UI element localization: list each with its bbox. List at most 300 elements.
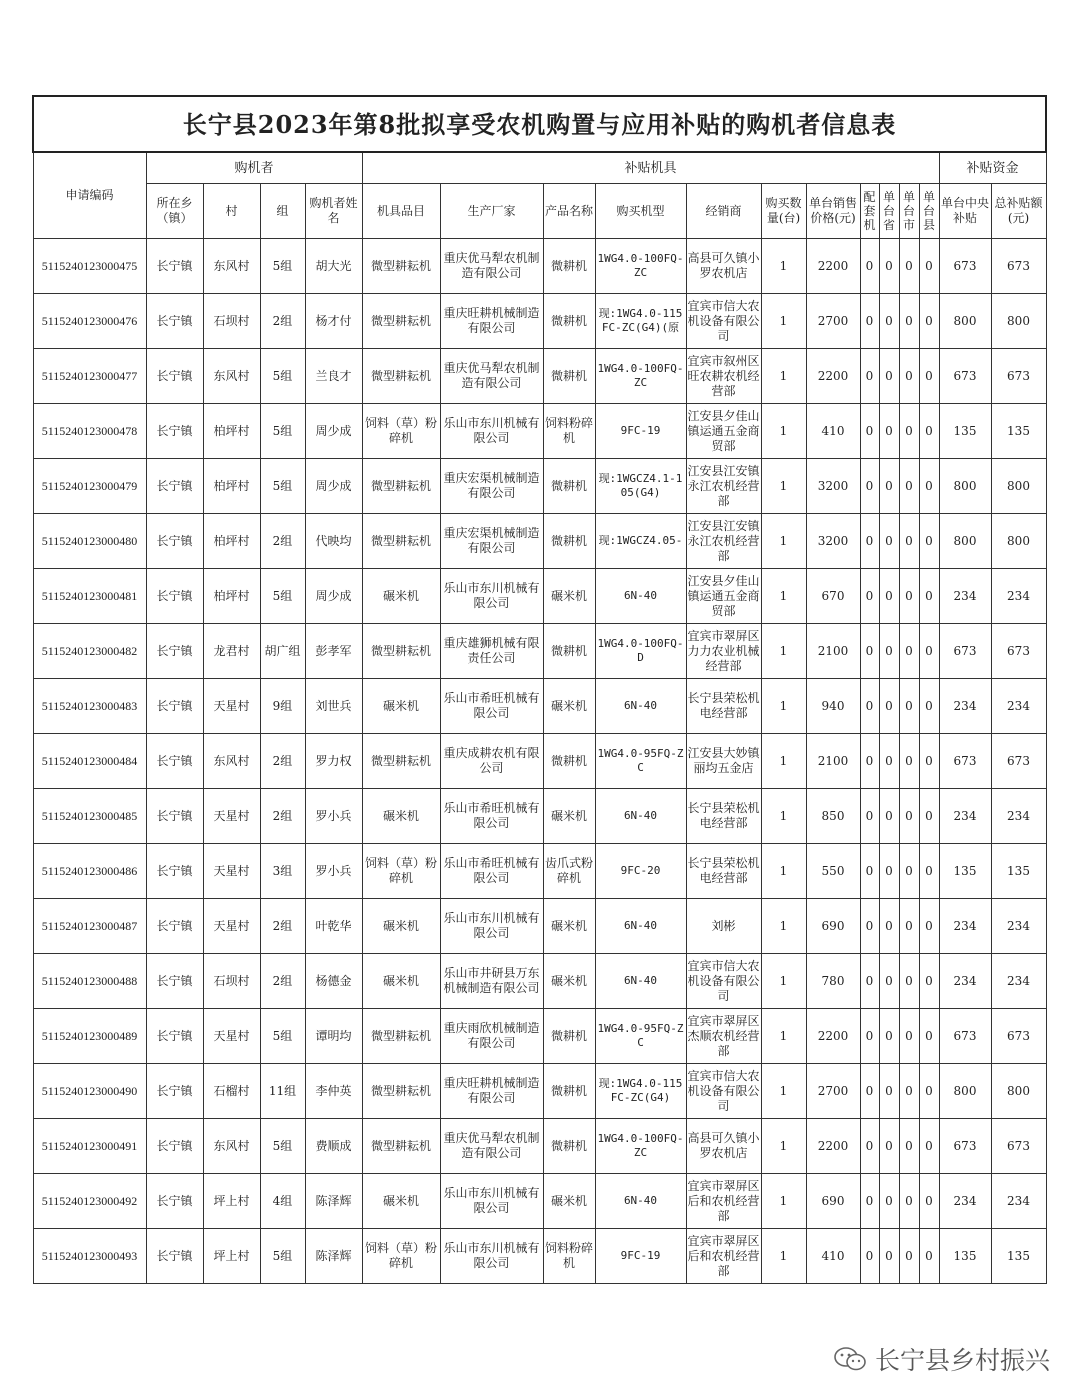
- table-row: [33, 1174, 1046, 1229]
- cell-team: 5组: [260, 239, 305, 294]
- cell-price: 2100: [806, 734, 860, 789]
- header-qty: 购买数量(台): [761, 184, 806, 239]
- cell-maker: 重庆宏渠机械制造有限公司: [440, 459, 543, 514]
- model-text: 1WG4.0-100FQ-ZC: [597, 1132, 684, 1159]
- cell-kit: 0: [860, 1064, 879, 1119]
- header-central: 单台中央补贴: [939, 184, 991, 239]
- cell-total: 673: [991, 1009, 1046, 1064]
- cell-kit: 0: [860, 1009, 879, 1064]
- cell-app-code: 5115240123000486: [33, 844, 146, 899]
- cell-kit: 0: [860, 294, 879, 349]
- cell-model: [595, 569, 686, 624]
- table-row: [33, 789, 1046, 844]
- cell-qty: 1: [761, 734, 806, 789]
- cell-city: 0: [899, 459, 919, 514]
- cell-qty: 1: [761, 294, 806, 349]
- cell-village: 天星村: [203, 789, 260, 844]
- model-text: 6N-40: [623, 1194, 658, 1207]
- table-row: [33, 1119, 1046, 1174]
- cell-team: 9组: [260, 679, 305, 734]
- cell-model: [595, 679, 686, 734]
- cell-team: 3组: [260, 844, 305, 899]
- cell-village: 龙君村: [203, 624, 260, 679]
- cell-price: 2200: [806, 239, 860, 294]
- cell-app-code: 5115240123000484: [33, 734, 146, 789]
- cell-central: 135: [939, 844, 991, 899]
- cell-app-code: 5115240123000481: [33, 569, 146, 624]
- cell-app-code: 5115240123000490: [33, 1064, 146, 1119]
- cell-price: 550: [806, 844, 860, 899]
- cell-dealer: 长宁县荣松机电经营部: [686, 679, 761, 734]
- model-text: 1WG4.0-100FQ-ZC: [597, 252, 684, 279]
- cell-item: 碾米机: [362, 899, 440, 954]
- cell-county: 0: [919, 734, 939, 789]
- cell-town: 长宁镇: [146, 239, 203, 294]
- header-app-code: 申请编码: [33, 152, 146, 239]
- cell-city: 0: [899, 734, 919, 789]
- cell-model: [595, 624, 686, 679]
- cell-dealer: 江安县夕佳山镇运通五金商贸部: [686, 404, 761, 459]
- cell-central: 234: [939, 1174, 991, 1229]
- cell-buyer-name: 罗小兵: [305, 844, 362, 899]
- cell-town: 长宁镇: [146, 1229, 203, 1284]
- cell-model: [595, 1174, 686, 1229]
- cell-model: [595, 789, 686, 844]
- cell-prov: 0: [879, 954, 899, 1009]
- cell-app-code: 5115240123000485: [33, 789, 146, 844]
- cell-county: 0: [919, 1009, 939, 1064]
- cell-county: 0: [919, 404, 939, 459]
- cell-qty: 1: [761, 239, 806, 294]
- cell-kit: 0: [860, 569, 879, 624]
- cell-prov: 0: [879, 844, 899, 899]
- header-group-machine: 补贴机具: [362, 152, 939, 184]
- cell-buyer-name: 陈泽辉: [305, 1174, 362, 1229]
- cell-model: [595, 459, 686, 514]
- cell-total: 800: [991, 459, 1046, 514]
- cell-county: 0: [919, 1229, 939, 1284]
- cell-team: 2组: [260, 899, 305, 954]
- cell-item: 碾米机: [362, 954, 440, 1009]
- cell-total: 673: [991, 239, 1046, 294]
- cell-item: 微型耕耘机: [362, 294, 440, 349]
- header-price: 单台销售价格(元): [806, 184, 860, 239]
- cell-app-code: 5115240123000488: [33, 954, 146, 1009]
- cell-kit: 0: [860, 954, 879, 1009]
- cell-central: 234: [939, 569, 991, 624]
- cell-kit: 0: [860, 679, 879, 734]
- cell-maker: 乐山市东川机械有限公司: [440, 404, 543, 459]
- header-dealer: 经销商: [686, 184, 761, 239]
- cell-village: 东风村: [203, 734, 260, 789]
- cell-total: 673: [991, 624, 1046, 679]
- cell-prov: 0: [879, 1119, 899, 1174]
- cell-city: 0: [899, 624, 919, 679]
- cell-maker: 乐山市希旺机械有限公司: [440, 844, 543, 899]
- cell-buyer-name: 周少成: [305, 569, 362, 624]
- cell-dealer: 宜宾市翠屏区力力农业机械经营部: [686, 624, 761, 679]
- table-row: [33, 569, 1046, 624]
- cell-item: 微型耕耘机: [362, 1009, 440, 1064]
- cell-kit: 0: [860, 404, 879, 459]
- cell-product: 碾米机: [543, 899, 595, 954]
- model-text: 9FC-20: [620, 864, 661, 877]
- cell-total: 234: [991, 899, 1046, 954]
- cell-kit: 0: [860, 1229, 879, 1284]
- cell-item: 微型耕耘机: [362, 514, 440, 569]
- cell-central: 673: [939, 349, 991, 404]
- cell-kit: 0: [860, 734, 879, 789]
- cell-county: 0: [919, 1064, 939, 1119]
- cell-buyer-name: 彭孝军: [305, 624, 362, 679]
- cell-dealer: 高县可久镇小罗农机店: [686, 239, 761, 294]
- header-model: 购买机型: [595, 184, 686, 239]
- cell-county: 0: [919, 294, 939, 349]
- cell-village: 东风村: [203, 349, 260, 404]
- header-kit: 配套机: [860, 184, 879, 239]
- model-text: 6N-40: [623, 919, 658, 932]
- account-name: 长宁县乡村振兴: [874, 1346, 1050, 1375]
- cell-maker: 重庆优马犁农机制造有限公司: [440, 349, 543, 404]
- cell-app-code: 5115240123000478: [33, 404, 146, 459]
- cell-dealer: 高县可久镇小罗农机店: [686, 1119, 761, 1174]
- cell-price: 850: [806, 789, 860, 844]
- cell-town: 长宁镇: [146, 844, 203, 899]
- cell-product: 碾米机: [543, 679, 595, 734]
- model-text: 现:1WG4.0-115FC-ZC(G4)(原: [598, 307, 683, 334]
- cell-central: 673: [939, 1009, 991, 1064]
- cell-buyer-name: 费顺成: [305, 1119, 362, 1174]
- cell-buyer-name: 胡大光: [305, 239, 362, 294]
- cell-item: 碾米机: [362, 679, 440, 734]
- cell-product: 碾米机: [543, 789, 595, 844]
- cell-central: 135: [939, 1229, 991, 1284]
- account-watermark: [833, 1341, 1050, 1377]
- cell-qty: 1: [761, 844, 806, 899]
- cell-prov: 0: [879, 624, 899, 679]
- cell-app-code: 5115240123000477: [33, 349, 146, 404]
- header-group-buyer: 购机者: [146, 152, 362, 184]
- cell-kit: 0: [860, 239, 879, 294]
- header-product: 产品名称: [543, 184, 595, 239]
- cell-model: [595, 349, 686, 404]
- cell-central: 800: [939, 1064, 991, 1119]
- cell-dealer: 江安县江安镇永江农机经营部: [686, 514, 761, 569]
- cell-qty: 1: [761, 789, 806, 844]
- cell-prov: 0: [879, 1009, 899, 1064]
- cell-product: 微耕机: [543, 1009, 595, 1064]
- table-row: [33, 679, 1046, 734]
- cell-city: 0: [899, 899, 919, 954]
- model-text: 6N-40: [623, 699, 658, 712]
- cell-buyer-name: 罗力权: [305, 734, 362, 789]
- cell-prov: 0: [879, 789, 899, 844]
- header-item: 机具品目: [362, 184, 440, 239]
- cell-maker: 重庆旺耕机械制造有限公司: [440, 1064, 543, 1119]
- table-row: [33, 404, 1046, 459]
- cell-qty: 1: [761, 459, 806, 514]
- cell-price: 690: [806, 1174, 860, 1229]
- cell-maker: 乐山市东川机械有限公司: [440, 1174, 543, 1229]
- model-text: 6N-40: [623, 809, 658, 822]
- cell-qty: 1: [761, 514, 806, 569]
- cell-product: 微耕机: [543, 734, 595, 789]
- cell-model: [595, 1009, 686, 1064]
- cell-prov: 0: [879, 239, 899, 294]
- cell-maker: 乐山市希旺机械有限公司: [440, 789, 543, 844]
- table-row: [33, 349, 1046, 404]
- cell-town: 长宁镇: [146, 734, 203, 789]
- header-total: 总补贴额(元): [991, 184, 1046, 239]
- cell-product: 碾米机: [543, 1174, 595, 1229]
- cell-qty: 1: [761, 954, 806, 1009]
- cell-qty: 1: [761, 1174, 806, 1229]
- cell-team: 4组: [260, 1174, 305, 1229]
- cell-app-code: 5115240123000480: [33, 514, 146, 569]
- cell-total: 234: [991, 789, 1046, 844]
- cell-prov: 0: [879, 349, 899, 404]
- cell-model: [595, 1119, 686, 1174]
- cell-prov: 0: [879, 294, 899, 349]
- cell-town: 长宁镇: [146, 459, 203, 514]
- cell-county: 0: [919, 239, 939, 294]
- cell-team: 2组: [260, 294, 305, 349]
- cell-item: 碾米机: [362, 1174, 440, 1229]
- cell-team: 2组: [260, 734, 305, 789]
- cell-central: 800: [939, 514, 991, 569]
- cell-price: 2700: [806, 1064, 860, 1119]
- cell-maker: 乐山市希旺机械有限公司: [440, 679, 543, 734]
- cell-maker: 重庆成耕农机有限公司: [440, 734, 543, 789]
- cell-app-code: 5115240123000491: [33, 1119, 146, 1174]
- cell-buyer-name: 叶乾华: [305, 899, 362, 954]
- cell-town: 长宁镇: [146, 404, 203, 459]
- cell-price: 2200: [806, 1009, 860, 1064]
- cell-total: 673: [991, 1119, 1046, 1174]
- table-row: [33, 459, 1046, 514]
- cell-app-code: 5115240123000487: [33, 899, 146, 954]
- cell-kit: 0: [860, 624, 879, 679]
- subsidy-info-sheet: [32, 95, 1045, 1284]
- cell-central: 800: [939, 294, 991, 349]
- cell-prov: 0: [879, 459, 899, 514]
- cell-model: [595, 1229, 686, 1284]
- cell-central: 673: [939, 624, 991, 679]
- cell-prov: 0: [879, 404, 899, 459]
- cell-central: 800: [939, 459, 991, 514]
- header-county: 单台县: [919, 184, 939, 239]
- cell-price: 690: [806, 899, 860, 954]
- cell-buyer-name: 陈泽辉: [305, 1229, 362, 1284]
- cell-town: 长宁镇: [146, 679, 203, 734]
- cell-dealer: 宜宾市叙州区旺农耕农机经营部: [686, 349, 761, 404]
- cell-price: 2700: [806, 294, 860, 349]
- cell-qty: 1: [761, 1229, 806, 1284]
- cell-price: 2100: [806, 624, 860, 679]
- cell-city: 0: [899, 1174, 919, 1229]
- header-team: 组: [260, 184, 305, 239]
- cell-price: 2200: [806, 1119, 860, 1174]
- header-group-funds: 补贴资金: [939, 152, 1046, 184]
- table-row: [33, 844, 1046, 899]
- cell-item: 碾米机: [362, 789, 440, 844]
- cell-product: 微耕机: [543, 1064, 595, 1119]
- cell-county: 0: [919, 569, 939, 624]
- cell-team: 5组: [260, 459, 305, 514]
- cell-kit: 0: [860, 514, 879, 569]
- cell-product: 微耕机: [543, 624, 595, 679]
- cell-maker: 乐山市井研县万东机械制造有限公司: [440, 954, 543, 1009]
- cell-price: 940: [806, 679, 860, 734]
- cell-maker: 重庆旺耕机械制造有限公司: [440, 294, 543, 349]
- cell-kit: 0: [860, 1174, 879, 1229]
- cell-qty: 1: [761, 679, 806, 734]
- cell-dealer: 宜宾市信大农机设备有限公司: [686, 294, 761, 349]
- table-row: [33, 294, 1046, 349]
- wechat-icon: [833, 1346, 867, 1372]
- cell-city: 0: [899, 569, 919, 624]
- cell-maker: 乐山市东川机械有限公司: [440, 569, 543, 624]
- cell-team: 2组: [260, 514, 305, 569]
- cell-item: 微型耕耘机: [362, 459, 440, 514]
- cell-city: 0: [899, 679, 919, 734]
- cell-village: 坪上村: [203, 1229, 260, 1284]
- cell-model: [595, 899, 686, 954]
- cell-app-code: 5115240123000492: [33, 1174, 146, 1229]
- cell-dealer: 宜宾市信大农机设备有限公司: [686, 954, 761, 1009]
- cell-dealer: 江安县江安镇永江农机经营部: [686, 459, 761, 514]
- table-body: [33, 239, 1046, 1284]
- cell-prov: 0: [879, 679, 899, 734]
- model-text: 1WG4.0-100FQ-ZC: [597, 362, 684, 389]
- cell-city: 0: [899, 514, 919, 569]
- cell-model: [595, 404, 686, 459]
- cell-kit: 0: [860, 459, 879, 514]
- cell-county: 0: [919, 459, 939, 514]
- cell-item: 微型耕耘机: [362, 349, 440, 404]
- cell-app-code: 5115240123000479: [33, 459, 146, 514]
- cell-item: 饲料（草）粉碎机: [362, 404, 440, 459]
- cell-central: 673: [939, 239, 991, 294]
- cell-app-code: 5115240123000482: [33, 624, 146, 679]
- cell-city: 0: [899, 239, 919, 294]
- cell-county: 0: [919, 1174, 939, 1229]
- model-text: 9FC-19: [620, 424, 661, 437]
- model-text: 现:1WG4.0-115FC-ZC(G4): [598, 1077, 683, 1104]
- cell-town: 长宁镇: [146, 789, 203, 844]
- cell-prov: 0: [879, 569, 899, 624]
- cell-total: 234: [991, 1174, 1046, 1229]
- cell-town: 长宁镇: [146, 1119, 203, 1174]
- cell-team: 胡广组: [260, 624, 305, 679]
- cell-maker: 重庆雄狮机械有限责任公司: [440, 624, 543, 679]
- cell-buyer-name: 杨德金: [305, 954, 362, 1009]
- cell-village: 天星村: [203, 1009, 260, 1064]
- cell-model: [595, 844, 686, 899]
- model-text: 1WG4.0-100FQ-D: [597, 637, 684, 664]
- cell-item: 微型耕耘机: [362, 624, 440, 679]
- cell-village: 坪上村: [203, 1174, 260, 1229]
- table-row: [33, 1229, 1046, 1284]
- cell-town: 长宁镇: [146, 569, 203, 624]
- cell-qty: 1: [761, 1009, 806, 1064]
- cell-county: 0: [919, 679, 939, 734]
- cell-kit: 0: [860, 844, 879, 899]
- cell-city: 0: [899, 1229, 919, 1284]
- cell-city: 0: [899, 404, 919, 459]
- cell-town: 长宁镇: [146, 954, 203, 1009]
- cell-prov: 0: [879, 1229, 899, 1284]
- cell-prov: 0: [879, 1174, 899, 1229]
- cell-buyer-name: 刘世兵: [305, 679, 362, 734]
- cell-total: 673: [991, 349, 1046, 404]
- cell-model: [595, 239, 686, 294]
- cell-county: 0: [919, 954, 939, 1009]
- cell-city: 0: [899, 954, 919, 1009]
- cell-price: 410: [806, 1229, 860, 1284]
- cell-village: 石坝村: [203, 294, 260, 349]
- cell-dealer: 宜宾市翠屏区后和农机经营部: [686, 1174, 761, 1229]
- cell-central: 673: [939, 734, 991, 789]
- cell-price: 3200: [806, 514, 860, 569]
- cell-qty: 1: [761, 899, 806, 954]
- cell-item: 饲料（草）粉碎机: [362, 844, 440, 899]
- cell-town: 长宁镇: [146, 349, 203, 404]
- cell-town: 长宁镇: [146, 1174, 203, 1229]
- cell-dealer: 长宁县荣松机电经营部: [686, 844, 761, 899]
- cell-total: 673: [991, 734, 1046, 789]
- model-text: 6N-40: [623, 589, 658, 602]
- header-prov: 单台省: [879, 184, 899, 239]
- cell-total: 135: [991, 1229, 1046, 1284]
- table-row: [33, 1064, 1046, 1119]
- cell-total: 135: [991, 844, 1046, 899]
- cell-city: 0: [899, 789, 919, 844]
- page-title: 长宁县2023年第8批拟享受农机购置与应用补贴的购机者信息表: [33, 96, 1046, 152]
- header-buyer-name: 购机者姓名: [305, 184, 362, 239]
- cell-item: 碾米机: [362, 569, 440, 624]
- cell-product: 齿爪式粉碎机: [543, 844, 595, 899]
- cell-buyer-name: 罗小兵: [305, 789, 362, 844]
- cell-buyer-name: 杨才付: [305, 294, 362, 349]
- cell-central: 234: [939, 789, 991, 844]
- cell-maker: 重庆优马犁农机制造有限公司: [440, 1119, 543, 1174]
- cell-city: 0: [899, 349, 919, 404]
- cell-total: 800: [991, 514, 1046, 569]
- table-row: [33, 734, 1046, 789]
- cell-kit: 0: [860, 1119, 879, 1174]
- cell-county: 0: [919, 514, 939, 569]
- cell-item: 饲料（草）粉碎机: [362, 1229, 440, 1284]
- model-text: 现:1WGCZ4.1-105(G4): [598, 472, 683, 499]
- cell-product: 微耕机: [543, 239, 595, 294]
- cell-product: 碾米机: [543, 954, 595, 1009]
- cell-village: 石坝村: [203, 954, 260, 1009]
- cell-price: 2200: [806, 349, 860, 404]
- cell-village: 天星村: [203, 679, 260, 734]
- model-text: 9FC-19: [620, 1249, 661, 1262]
- cell-qty: 1: [761, 404, 806, 459]
- cell-qty: 1: [761, 349, 806, 404]
- cell-team: 5组: [260, 1119, 305, 1174]
- cell-county: 0: [919, 624, 939, 679]
- cell-total: 234: [991, 954, 1046, 1009]
- cell-app-code: 5115240123000476: [33, 294, 146, 349]
- cell-city: 0: [899, 1064, 919, 1119]
- cell-buyer-name: 周少成: [305, 459, 362, 514]
- cell-city: 0: [899, 844, 919, 899]
- table-row: [33, 514, 1046, 569]
